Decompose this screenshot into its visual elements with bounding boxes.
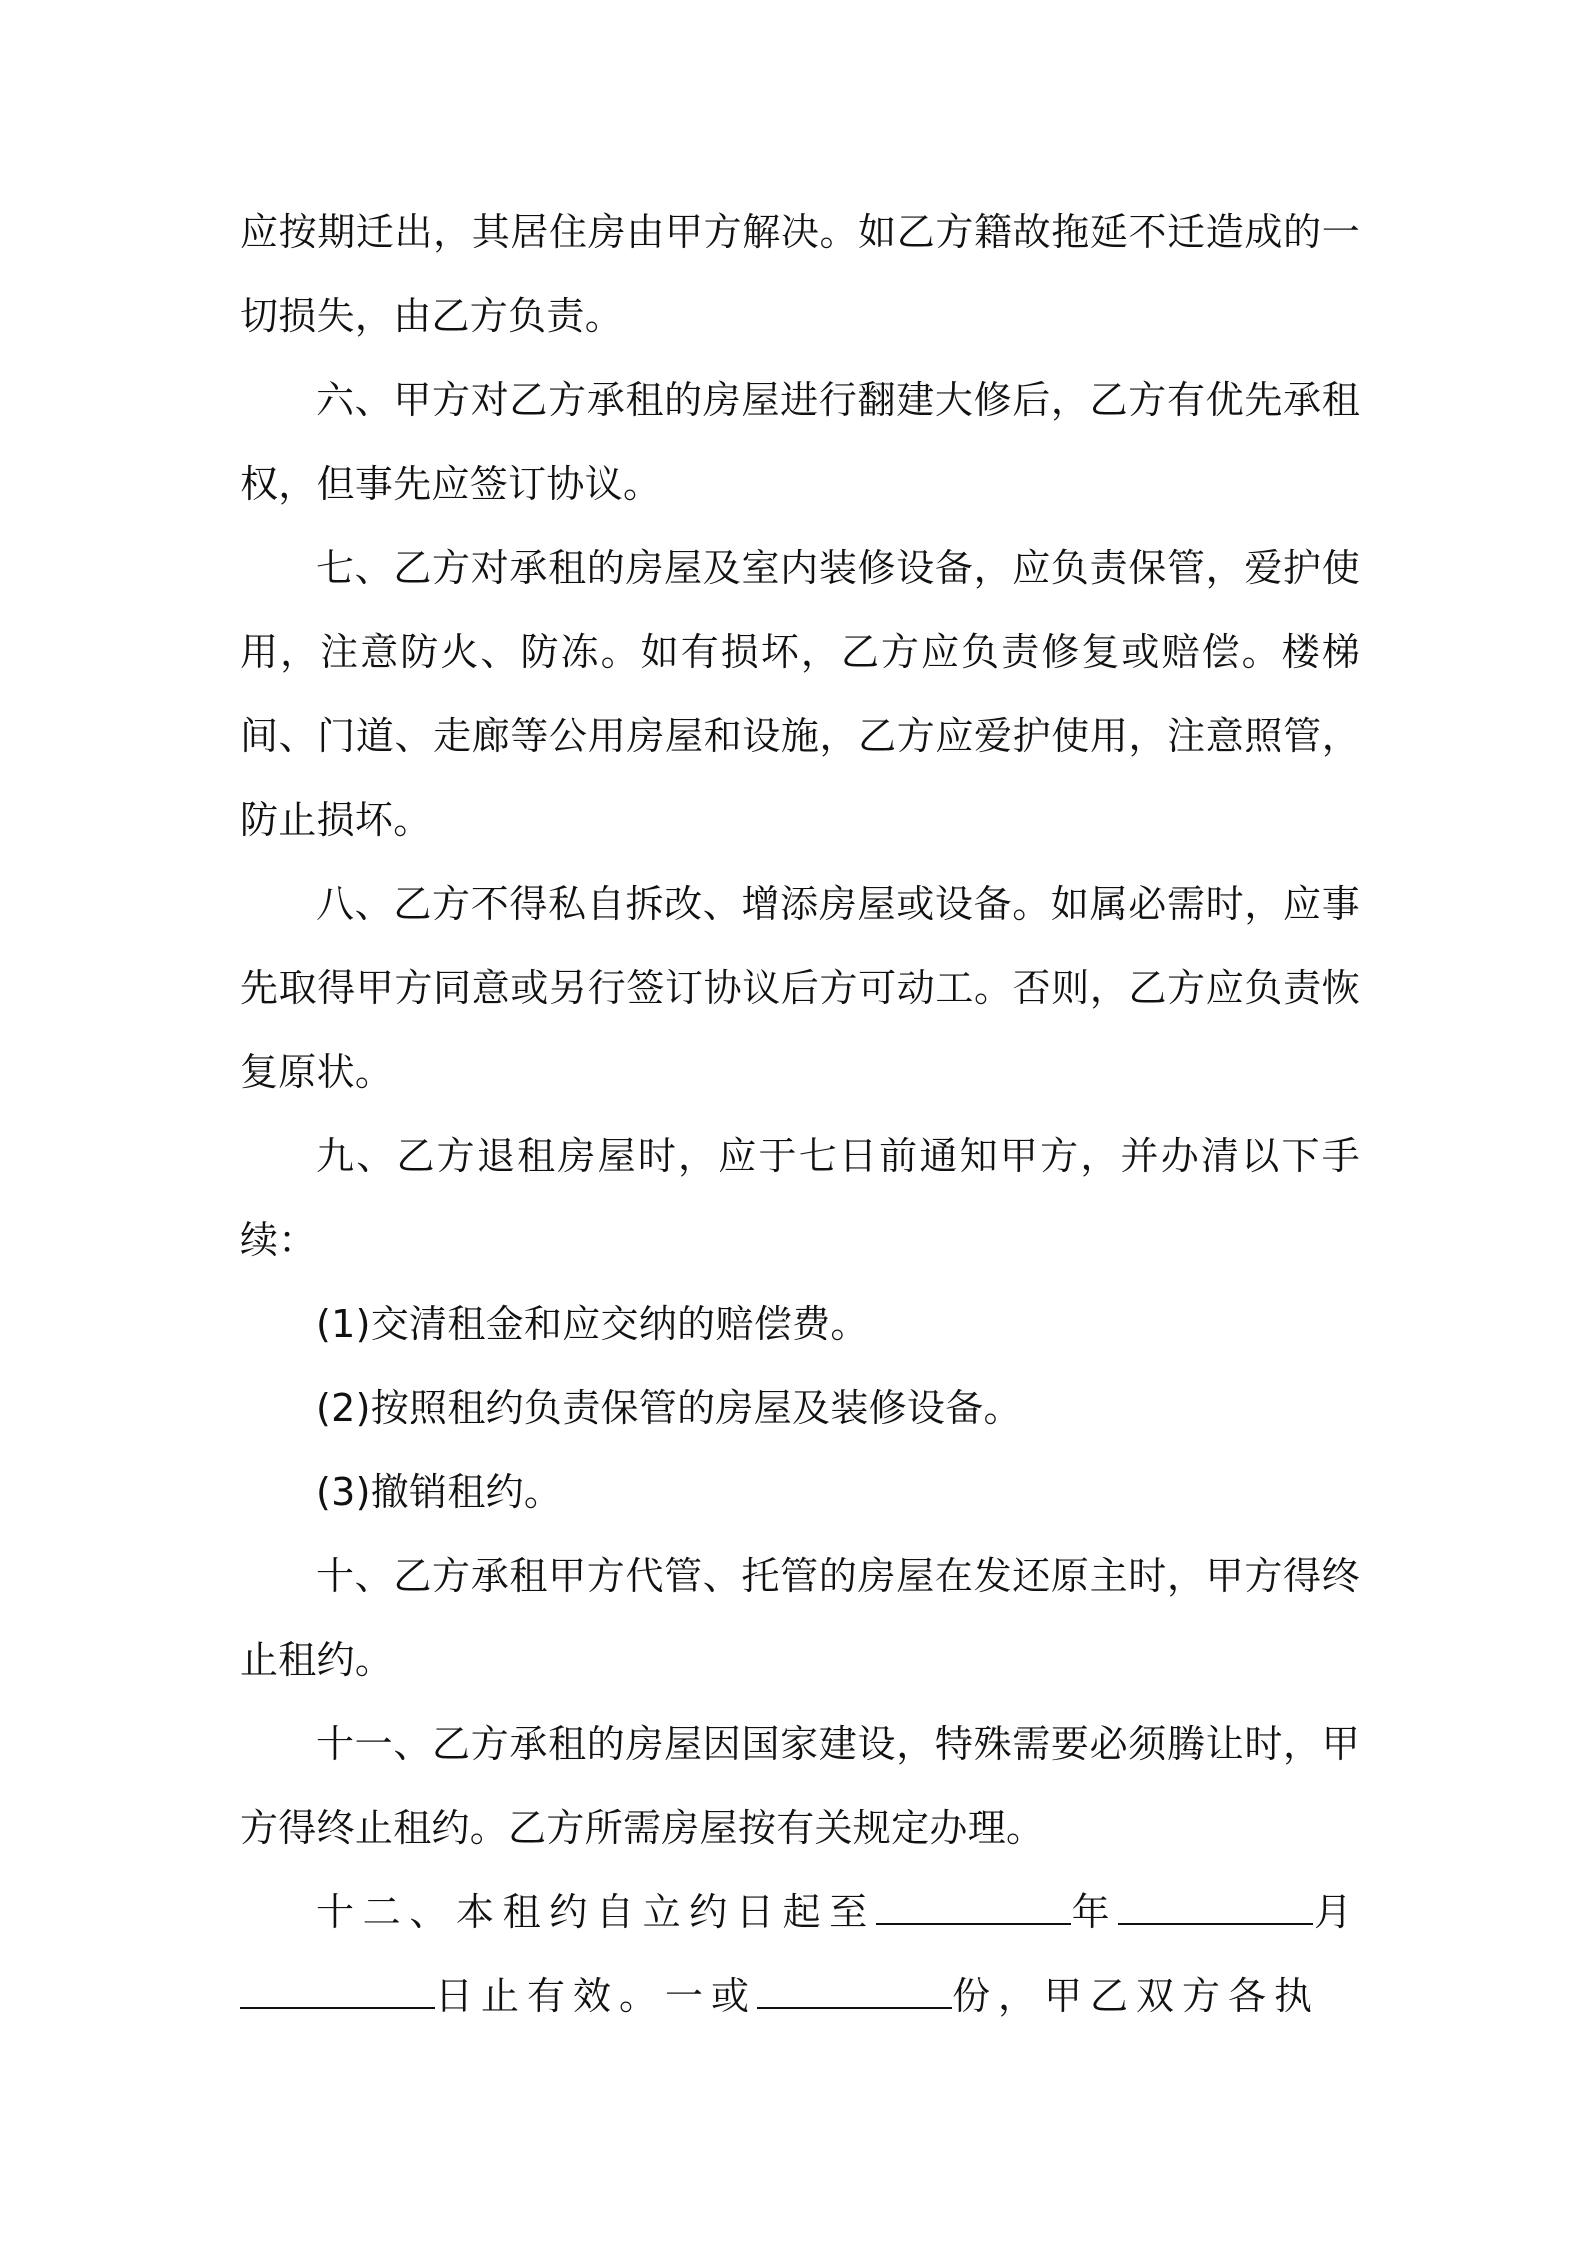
paragraph-clause-6: 六、甲方对乙方承租的房屋进行翻建大修后，乙方有优先承租权，但事先应签订协议。 bbox=[240, 378, 1360, 506]
paragraph-continued: 应按期迁出，其居住房由甲方解决。如乙方籍故拖延不迁造成的一切损失，由乙方负责。 bbox=[240, 210, 1360, 338]
clause-9-item-3: (3)撤销租约。 bbox=[316, 1470, 563, 1514]
blank-end-year bbox=[876, 1889, 1071, 1925]
document-body bbox=[240, 190, 1360, 2038]
paragraph-clause-12 bbox=[240, 1870, 1360, 2038]
clause-12-text-mid: 日止有效。一或 bbox=[435, 1974, 758, 2018]
blank-end-day bbox=[240, 1973, 435, 2009]
blank-end-month bbox=[1118, 1889, 1313, 1925]
clause-12-text-end: 份，甲乙双方各执 bbox=[952, 1974, 1321, 2018]
blank-copies bbox=[757, 1973, 952, 2009]
paragraph-clause-7: 七、乙方对承租的房屋及室内装修设备，应负责保管，爱护使用，注意防火、防冻。如有损坏，乙方应负责修复或赔偿。楼梯间、门道、走廊等公用房屋和设施，乙方应爱护使用，注意照管，防止损坏。 bbox=[240, 546, 1360, 842]
clause-12-year-label: 年 bbox=[1070, 1890, 1119, 1934]
clause-12-month-label: 月 bbox=[1313, 1890, 1360, 1934]
paragraph-clause-8: 八、乙方不得私自拆改、增添房屋或设备。如属必需时，应事先取得甲方同意或另行签订协议后方可动工。否则，乙方应负责恢复原状。 bbox=[240, 882, 1360, 1094]
clause-9-item-2: (2)按照租约负责保管的房屋及装修设备。 bbox=[316, 1386, 1022, 1430]
paragraph-clause-9: 九、乙方退租房屋时，应于七日前通知甲方，并办清以下手续： bbox=[240, 1134, 1360, 1262]
paragraph-clause-11: 十一、乙方承租的房屋因国家建设，特殊需要必须腾让时，甲方得终止租约。乙方所需房屋按有关规定办理。 bbox=[240, 1722, 1360, 1850]
paragraph-clause-10: 十、乙方承租甲方代管、托管的房屋在发还原主时，甲方得终止租约。 bbox=[240, 1554, 1360, 1682]
clause-12-text-start: 十二、本租约自立约日起至 bbox=[316, 1890, 876, 1934]
clause-9-item-1: (1)交清租金和应交纳的赔偿费。 bbox=[316, 1302, 869, 1346]
